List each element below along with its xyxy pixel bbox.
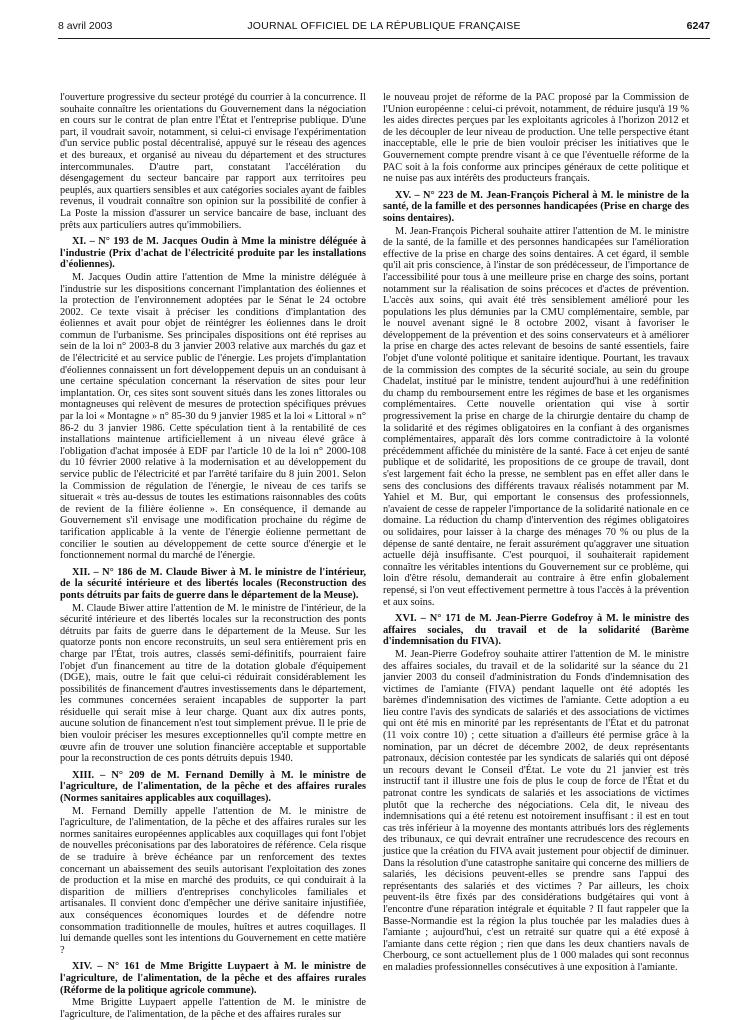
question-209-heading: XIII. – N° 209 de M. Fernand Demilly à M. le ministre de l'agriculture, de l'alimentation, de la pêche et des affaires rurales (Normes sanitaires applicables aux coquillages).	[60, 769, 366, 805]
journal-title: JOURNAL OFFICIEL DE LA RÉPUBLIQUE FRANÇAISE	[247, 20, 521, 32]
question-171-text: M. Jean-Pierre Godefroy souhaite attirer l'attention de M. le ministre des affaires sociales, du travail et de la solidarité sur la séance du 21 janvier 2003 du conseil d'administration du Fonds d'indemnisation des victimes de l'amiante (FIVA) pendant laquelle ont été adoptés les barèmes d'indemnisation des victimes de l'amiante. Cette adoption a eu lieu contre l'avis des syndicats de salariés et des associations de victimes qui ont été mis en minorité par les représentants de l'État et du patronat (11 voix contre 10) ; cette situation a d'ailleurs été permise grâce à la nomination, par un décret de décembre 2002, de deux représentants patronaux, décision contestée par les syndicats de salariés qui ont déposé un recours devant le Conseil d'État. Le vote du 21 janvier est très instructif tant il illustre une fois de plus le coup de force de l'État et du patronat contre les syndicats de salariés et les associations de victimes plutôt que la recherche des négociations. Cela dit, le niveau des indemnisations qui a été retenu est notoirement insuffisant : il est en tout cas très inférieur à la moyenne des montants attribués lors des règlements des tribunaux, ce qui devrait entraîner une recrudescence des recours en justice que la création du FIVA avait justement pour objectif de diminuer. Dans la résolution d'une catastrophe sanitaire qui concerne des milliers de salariés, les décisions peuvent-elles se prendre sans l'appui des représentants des salariés et des victimes ? Par ailleurs, les choix peuvent-ils être fixés par des considérations budgétaires qui vont à l'encontre d'une réparation intégrale et équitable ? Il faut rappeler que la Basse-Normandie est la région la plus touchée par les maladies dues à l'amiante ; aujourd'hui, c'est un retraité sur quatre qui a été exposé à l'amiante dans cette région ; rien que dans les deux chantiers navals de Cherbourg, ce sont actuellement plus de 1 000 malades qui sont reconnus en maladies professionnelles consécutives à une exposition à l'amiante.	[383, 648, 689, 973]
paragraph-intro-left: l'ouverture progressive du secteur protégé du courrier à la concurrence. Il souhaite connaître les orientations du Gouvernement dans la négociation en cours sur le contrat de plan entre l'État et l'entreprise publique. D'une part, il voudrait savoir, notamment, si celui-ci envisage l'expérimentation d'un service public postal décentralisé, appuyé sur le réseau des agences et des bureaux, et organisé au niveau du département et des structures intercommunales. D'autre part, constatant l'accélération du désengagement du secteur bancaire par rapport aux territoires peu peuplés, aux quartiers sensibles et aux catégories sociales ayant de faibles revenus, il voudrait connaître son opinion sur la possibilité de confier à La Poste la mission d'assurer un service bancaire de base, incluant des prêts aux particuliers autres qu'immobiliers.	[60, 92, 366, 231]
right-column	[383, 92, 689, 974]
question-161-heading: XIV. – N° 161 de Mme Brigitte Luypaert à M. le ministre de l'agriculture, de l'alimentation, de la pêche et des affaires rurales (Réforme de la politique agricole commune).	[60, 961, 366, 996]
page-header	[58, 20, 710, 34]
paragraph-intro-right: le nouveau projet de réforme de la PAC proposé par la Commission de l'Union européenne : celui-ci prévoit, notamment, de réduire jusqu'à 19 % les aides directes perçues par les exploitants agricoles à l'horizon 2012 et de les découpler de leur niveau de production. Une telle perspective étant inacceptable, elle le prie de bien vouloir préciser les initiatives que le Gouvernement compte prendre visant à ce que l'éventuelle réforme de la PAC soit à la fois conforme aux principes généraux de cette politique et ne nuise pas aux intérêts des producteurs français.	[383, 92, 689, 185]
question-223-text: M. Jean-François Picheral souhaite attirer l'attention de M. le ministre de la santé, de la famille et des personnes handicapées sur l'amélioration effective de la prise en charge des soins dentaires. A cet égard, il semble qu'il ait pris conscience, à l'instar de son prédécesseur, de l'importance de l'accessibilité pour tous à une meilleure prise en charge des soins, portant notamment sur la réalisation de soins précoces et d'actes de prévention. L'accès aux soins, qui avait été très sensiblement amélioré pour les populations les plus démunies par la CMU complémentaire, semble, par le nouvel avenant signé le 8 octobre 2002, visant à favoriser le développement de la prévention et des soins conservateurs et à améliorer la prise en charge des actes relevant de besoins de santé essentiels, faire l'objet d'une volonté politique et sanitaire identique. Pourtant, les travaux de la commission des comptes de la sécurité sociale, au sein du groupe Chadelat, institué par le ministre, tendent aujourd'hui à une redéfinition du champ du remboursement entre les régimes de base et les organismes complémentaires. Cette nouvelle orientation qui vise à sortir progressivement la prise en charge de la chirurgie dentaire du champ de la solidarité et des régimes obligatoires en la confiant à des organismes complémentaires, apparaît dès lors comme contradictoire à la volonté précédemment affichée du ministère de la santé. Face à cet enjeu de santé publique et de solidarité, les propositions de ce groupe de travail, dont s'est largement fait écho la presse, ne semblent pas en effet aller dans le sens des conclusions des différents travaux réalisés notamment par M. Yahiel et M. Bur, qui emportant le consensus des professionnels, n'avaient de cesse de rappeler l'importance de la solidarité nationale en ce domaine. La réduction du champ d'intervention des régimes obligatoires ou solidaires, pour laisser à la charge des ménages 70 % ou plus de la dépense de santé dentaire, ne ferait assurément qu'aggraver une situation actuelle déjà insuffisante. C'est pourquoi, il souhaiterait rapidement connaître les véritables intentions du Gouvernement sur ce problème, qui loin d'être résolu, demanderait au contraire à être enfin globalement repensé, si l'on veut effectivement permettre à tous l'accès à la prévention et aux soins.	[383, 225, 689, 608]
question-186-text: M. Claude Biwer attire l'attention de M. le ministre de l'intérieur, de la sécurité intérieure et des libertés locales sur la reconstruction des ponts détruits par faits de guerre dans le département de la Meuse. Sur les quatorze ponts non encore reconstruits, un seul sera entièrement pris en charge par l'État, trois autres, classés semi-définitifs, pourraient faire l'objet d'un financement au titre de la dotation globale d'équipement (DGE), mais, outre le fait que celui-ci réduirait considérablement les possibilités de financement d'autres investissements dans le département, les communes concernées seraient incapables de supporter la part résiduelle qui serait mise à leur charge. Quant aux dix autres ponts, aucune solution de financement n'est tout simplement prévue. Il le prie de bien vouloir préciser les mesures exceptionnelles qu'il compte mettre en œuvre afin de trouver une solution financière acceptable et supportable pour la reconstruction de ces ponts détruits depuis 1940.	[60, 602, 366, 765]
question-209-text: M. Fernand Demilly appelle l'attention de M. le ministre de l'agriculture, de l'alimentation, de la pêche et des affaires rurales sur les normes sanitaires européennes applicables aux coquillages qui font l'objet de nouvelles préconisations par des laboratoires de référence. Cela risque de se traduire à brève échéance par un renforcement des textes concernant un abaissement des seuils autorisant l'exploitation des zones de production et la mise en marché des produits, ce qui conduirait à la disparition de milliers d'entreprises conchylicoles familiales et artisanales. Il convient donc d'empêcher une dérive sanitaire injustifiée, aux conséquences économiques lourdes et de défendre notre consommation traditionnelle de moules, huîtres et autres coquillages. Il lui demande quelles sont les intentions du Gouvernement en cette matière ?	[60, 805, 366, 956]
header-date: 8 avril 2003	[58, 20, 113, 32]
question-223-heading: XV. – N° 223 de M. Jean-François Picheral à M. le ministre de la santé, de la famille et des personnes handicapées (Prise en charge des soins dentaires).	[383, 189, 689, 224]
question-171-heading: XVI. – N° 171 de M. Jean-Pierre Godefroy à M. le ministre des affaires sociales, du travail et de la solidarité (Barème d'indemnisation du FIVA).	[383, 613, 689, 648]
question-193-heading: XI. – N° 193 de M. Jacques Oudin à Mme la ministre déléguée à l'industrie (Prix d'achat de l'électricité produite par les installations d'éoliennes).	[60, 236, 366, 271]
left-column	[60, 92, 366, 1020]
question-193-text: M. Jacques Oudin attire l'attention de Mme la ministre déléguée à l'industrie sur les dispositions concernant l'implantation des éoliennes et la protection de l'environnement adoptées par le Sénat le 24 octobre 2002. Ce texte visait à préciser les conditions d'implantation des éoliennes et avait pour objet de réintégrer les éoliennes dans le droit commun de l'urbanisme. Ses principales dispositions ont été reprises au sein de la loi n° 2003-8 du 3 janvier 2003 relative aux marchés du gaz et de l'électricité et au service public de l'énergie. Les projets d'implantation d'éoliennes connaissent un fort développement depuis un an conduisant à une certaine spéculation concernant la réservation de sites pour leur implantation. Or, ces sites sont souvent situés dans les zones littorales ou montagneuses qui relèvent de mesures de protection spécifiques prévues par la loi « Montagne » n° 85-30 du 9 janvier 1985 et la loi « Littoral » n° 86-2 du 3 janvier 1986. Cette spéculation tient à la rentabilité de ces installations maintenue artificiellement à un niveau élevé grâce à l'obligation d'achat imposée à EDF par l'article 10 de la loi n° 2000-108 du 10 février 2000 relative à la modernisation et au développement du service public de l'électricité et par l'arrêté tarifaire du 8 juin 2001. Selon la Commission de régulation de l'énergie, le niveau de ces tarifs se situerait « très au-dessus de toutes les estimations raisonnables des coûts de revient de la filière éolienne ». En conséquence, il demande au Gouvernement s'il envisage une modification prochaine du régime de tarification applicable à la vente de l'énergie éolienne permettant de concilier le soutien au développement de cette source d'énergie et le fonctionnement normal du marché de l'énergie.	[60, 271, 366, 562]
page-number: 6247	[686, 20, 710, 32]
question-186-heading: XII. – N° 186 de M. Claude Biwer à M. le ministre de l'intérieur, de la sécurité intérieure et des libertés locales (Reconstruction des ponts détruits par faits de guerre dans le département de la Meuse).	[60, 566, 366, 601]
question-161-text: Mme Brigitte Luypaert appelle l'attention de M. le ministre de l'agriculture, de l'alimentation, de la pêche et des affaires rurales sur	[60, 997, 366, 1020]
header-rule	[58, 38, 710, 39]
